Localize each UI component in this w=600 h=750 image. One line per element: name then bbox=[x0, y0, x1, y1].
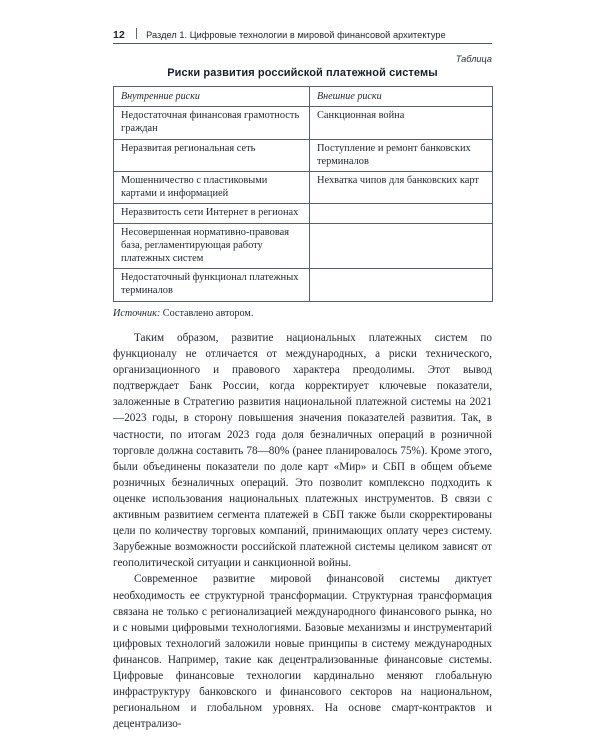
cell-internal-risk: Недостаточная финансовая грамотность граждан bbox=[114, 107, 310, 139]
table-row bbox=[114, 223, 493, 269]
table-row bbox=[114, 204, 493, 223]
body-text bbox=[113, 330, 492, 732]
cell-external-risk bbox=[310, 269, 493, 301]
risks-table bbox=[113, 86, 493, 302]
table-title: Риски развития российской платежной системы bbox=[167, 67, 438, 79]
header-divider-icon bbox=[136, 28, 137, 39]
column-header-external-risks: Внешние риски bbox=[310, 87, 493, 107]
source-label: Источник: bbox=[113, 308, 161, 319]
table-row bbox=[114, 107, 493, 139]
cell-internal-risk: Неразвитость сети Интернет в регионах bbox=[114, 204, 310, 223]
table-number-label: Таблица bbox=[455, 54, 492, 64]
table-header-row bbox=[114, 87, 493, 107]
table-row bbox=[114, 269, 493, 301]
cell-external-risk: Поступление и ремонт банковских терминалов bbox=[310, 139, 493, 171]
paragraph-2: Современное развитие мировой финансовой системы диктует необходимость ее структурной трансформации. Структурная трансформация связана не только с регионализацией международного финансового рынка, но и с новыми цифровыми технологиями. Базовые механизмы и инструментарий цифровых технологий заложили новые принципы в систему международных финансов. Например, такие как децентрализованные финансовые системы. Цифровые финансовые технологии кардинально меняют глобальную инфраструктуру банковского и финансового секторов на национальном, региональном и глобальном уровнях. На основе смарт-контрактов и децентрализо- bbox=[113, 573, 492, 731]
source-text: Составлено автором. bbox=[160, 308, 254, 319]
page-number: 12 bbox=[113, 29, 126, 41]
cell-external-risk bbox=[310, 223, 493, 269]
table-row bbox=[114, 172, 493, 204]
cell-external-risk: Санкционная война bbox=[310, 107, 493, 139]
cell-external-risk bbox=[310, 204, 493, 223]
table-row bbox=[114, 139, 493, 171]
source-note bbox=[113, 308, 253, 319]
paragraph-1: Таким образом, развитие национальных платежных систем по функционалу не отличается от международных, а риски технического, организационного и правового характера преодолимы. Этот вывод подтверждает Банк России, когда корректирует ключевые показатели, заложенные в Стратегию развития национальной платежной системы на 2021—2023 годы, в сторону повышения значения показателей развития. Так, в частности, по итогам 2023 года доля безналичных операций в розничной торговле должна составить 78—80% (ранее планировалось 75%). Кроме этого, были объединены показатели по доле карт «Мир» и СБП в общем объеме розничных безналичных операций. Это позволит комплексно подходить к оценке использования национальных платежных инструментов. В связи с активным развитием сегмента платежей в СБП также были скорректированы цели по количеству торговых компаний, принимающих оплату через систему. Зарубежные возможности российской платежной системы целиком зависят от геополитической ситуации и санкционной войны. bbox=[113, 332, 492, 570]
header-rule bbox=[113, 43, 492, 44]
cell-internal-risk: Несовершенная нормативно-правовая база, регламентирующая работу платежных систем bbox=[114, 223, 310, 269]
cell-external-risk: Нехватка чипов для банковских карт bbox=[310, 172, 493, 204]
cell-internal-risk: Неразвитая региональная сеть bbox=[114, 139, 310, 171]
cell-internal-risk: Недостаточный функционал платежных терминалов bbox=[114, 269, 310, 301]
section-title: Раздел 1. Цифровые технологии в мировой финансовой архитектуре bbox=[146, 30, 446, 40]
column-header-internal-risks: Внутренние риски bbox=[114, 87, 310, 107]
running-head bbox=[113, 27, 492, 41]
cell-internal-risk: Мошенничество с пластиковыми картами и информацией bbox=[114, 172, 310, 204]
